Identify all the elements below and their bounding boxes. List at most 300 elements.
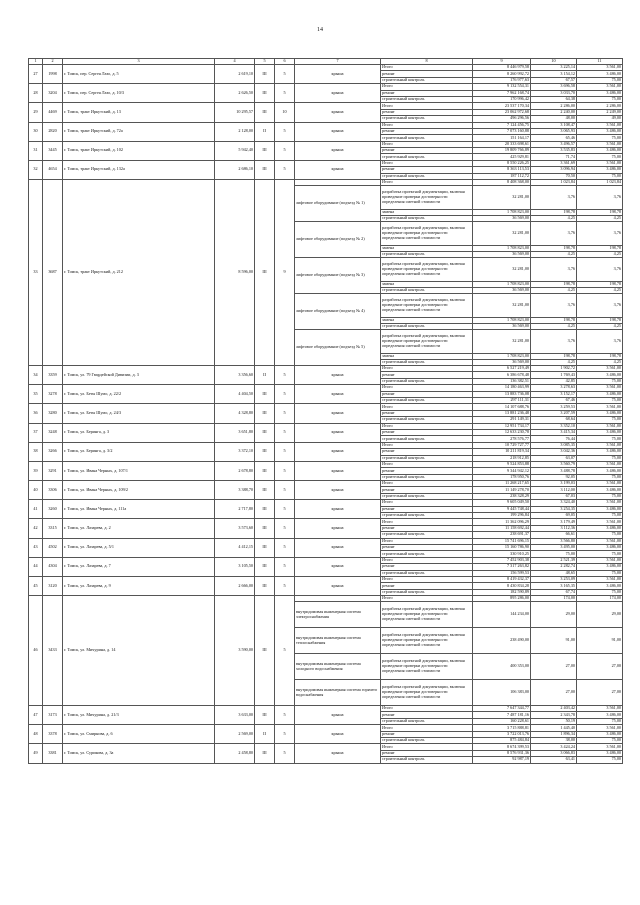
- max-unit-cost-cell: 3 561,00: [577, 744, 623, 750]
- row-number-cell: 43: [29, 538, 43, 557]
- row-number-cell: 39: [29, 461, 43, 480]
- address-cell: г. Томск, ул. Мичурина, д. 14: [63, 596, 215, 706]
- unit-cost-cell: 3 065,93: [531, 128, 577, 134]
- class-cell: III: [255, 744, 275, 763]
- max-unit-cost-cell: 3,76: [577, 222, 623, 246]
- element-cell: внутридомовая инженерная система холодного водоснабжения: [295, 654, 381, 680]
- class-cell: III: [255, 404, 275, 423]
- row-number-cell: 46: [29, 596, 43, 706]
- element-cell: лифтовое оборудование (подъезд № 5): [295, 330, 381, 366]
- max-unit-cost-cell: 3 561,00: [577, 576, 623, 582]
- cost-cell: 400 353,00: [473, 654, 531, 680]
- cost-cell: 23 537 170,34: [473, 103, 531, 109]
- work-type-cell: строительный контроль: [381, 474, 473, 480]
- work-type-cell: ремонт: [381, 391, 473, 397]
- element-cell: крыша: [295, 65, 381, 84]
- cost-cell: 36 569,00: [473, 288, 531, 294]
- building-id-cell: 3359: [43, 366, 63, 385]
- work-type-cell: ремонт: [381, 564, 473, 570]
- unit-cost-cell: 91,00: [531, 628, 577, 654]
- work-type-cell: ремонт: [381, 90, 473, 96]
- address-cell: г. Томск, тракт Иркутский, д. 13: [63, 103, 215, 122]
- area-cell: 3 573,60: [215, 519, 255, 538]
- cost-cell: 1 708 823,00: [473, 354, 531, 360]
- cost-cell: 8 550 226,25: [473, 160, 531, 166]
- max-unit-cost-cell: 91,00: [577, 628, 623, 654]
- cost-cell: 92 987,19: [473, 757, 531, 763]
- max-unit-cost-cell: 75,00: [577, 513, 623, 519]
- cost-cell: 291 149,31: [473, 417, 531, 423]
- address-cell: г. Томск, ул. Беринга, д. 3/2: [63, 442, 215, 461]
- max-unit-cost-cell: 3 561,00: [577, 423, 623, 429]
- work-type-cell: строительный контроль: [381, 378, 473, 384]
- unit-cost-cell: 3 112,36: [531, 525, 577, 531]
- cost-cell: 10 729 727,77: [473, 442, 531, 448]
- area-cell: 2 686,10: [215, 160, 255, 179]
- max-unit-cost-cell: 198,78: [577, 246, 623, 252]
- area-cell: 5 942,40: [215, 141, 255, 160]
- floors-cell: 5: [275, 141, 295, 160]
- work-type-cell: ремонт: [381, 583, 473, 589]
- max-unit-cost-cell: 75,00: [577, 96, 623, 102]
- unit-cost-cell: 174,00: [531, 596, 577, 602]
- work-type-cell: ремонт: [381, 750, 473, 756]
- max-unit-cost-cell: 3 486,00: [577, 583, 623, 589]
- cost-cell: 23 062 972,68: [473, 109, 531, 115]
- max-unit-cost-cell: 75,00: [577, 455, 623, 461]
- column-number-cell: 6: [275, 59, 295, 65]
- unit-cost-cell: 2 521,39: [531, 557, 577, 563]
- unit-cost-cell: 27,00: [531, 654, 577, 680]
- element-cell: крыша: [295, 366, 381, 385]
- max-unit-cost-cell: 75,00: [577, 173, 623, 179]
- floors-cell: 5: [275, 84, 295, 103]
- address-cell: г. Томск, ул. Лазарева, д. 9: [63, 576, 215, 595]
- work-type-cell: строительный контроль: [381, 513, 473, 519]
- area-cell: 2 458,80: [215, 744, 255, 763]
- cost-cell: 178 950,76: [473, 474, 531, 480]
- work-type-cell: замена: [381, 210, 473, 216]
- cost-cell: 12 951 734,17: [473, 423, 531, 429]
- cost-cell: 187 112,72: [473, 173, 531, 179]
- unit-cost-cell: 3 085,35: [531, 442, 577, 448]
- address-cell: г. Томск, ул. Мичурина, д. 21/3: [63, 706, 215, 725]
- unit-cost-cell: 4,25: [531, 288, 577, 294]
- max-unit-cost-cell: 3 561,00: [577, 706, 623, 712]
- work-type-cell: строительный контроль: [381, 216, 473, 222]
- floors-cell: 5: [275, 706, 295, 725]
- cost-cell: 238 328,29: [473, 493, 531, 499]
- class-cell: II: [255, 122, 275, 141]
- unit-cost-cell: 27,00: [531, 680, 577, 706]
- work-type-cell: строительный контроль: [381, 173, 473, 179]
- work-type-cell: строительный контроль: [381, 551, 473, 557]
- cost-cell: 8 363 113,53: [473, 167, 531, 173]
- class-cell: III: [255, 500, 275, 519]
- element-cell: крыша: [295, 423, 381, 442]
- class-cell: III: [255, 557, 275, 576]
- work-type-cell: ремонт: [381, 506, 473, 512]
- unit-cost-cell: 1 896,34: [531, 731, 577, 737]
- area-cell: 2 619,10: [215, 65, 255, 84]
- cost-cell: 182 590,89: [473, 589, 531, 595]
- unit-cost-cell: 3 179,49: [531, 519, 577, 525]
- max-unit-cost-cell: 3 486,00: [577, 731, 623, 737]
- max-unit-cost-cell: 75,00: [577, 757, 623, 763]
- work-type-cell: ремонт: [381, 525, 473, 531]
- cost-cell: 13 883 736,08: [473, 391, 531, 397]
- floors-cell: 5: [275, 596, 295, 706]
- building-id-cell: 1998: [43, 65, 63, 84]
- cost-cell: 8 430 834,28: [473, 583, 531, 589]
- max-unit-cost-cell: 3,76: [577, 294, 623, 318]
- building-id-cell: 3306: [43, 481, 63, 500]
- row-number-cell: 49: [29, 744, 43, 763]
- unit-cost-cell: 38,00: [531, 738, 577, 744]
- floors-cell: 9: [275, 180, 295, 366]
- work-type-cell: строительный контроль: [381, 570, 473, 576]
- unit-cost-cell: 3 225,14: [531, 65, 577, 71]
- cost-cell: 10 211 819,34: [473, 449, 531, 455]
- cost-cell: 7 647 344,77: [473, 706, 531, 712]
- cost-cell: 3 722 013,76: [473, 731, 531, 737]
- address-cell: г. Томск, ул. Лазарева, д. 7: [63, 557, 215, 576]
- element-cell: внутридомовая инженерная система горячего водоснабжения: [295, 680, 381, 706]
- element-cell: крыша: [295, 461, 381, 480]
- max-unit-cost-cell: 3 486,00: [577, 148, 623, 154]
- max-unit-cost-cell: 3,76: [577, 330, 623, 354]
- address-cell: г. Томск, тракт Иркутский, д. 212: [63, 180, 215, 366]
- cost-cell: 144 234,00: [473, 602, 531, 628]
- max-unit-cost-cell: 3 561,00: [577, 366, 623, 372]
- column-number-cell: 8: [381, 59, 473, 65]
- area-cell: 4 412,15: [215, 538, 255, 557]
- floors-cell: 5: [275, 404, 295, 423]
- address-cell: г. Томск, тракт Иркутский, д. 132а: [63, 160, 215, 179]
- max-unit-cost-cell: 4,25: [577, 288, 623, 294]
- unit-cost-cell: 3 253,09: [531, 576, 577, 582]
- max-unit-cost-cell: 3 561,00: [577, 461, 623, 467]
- row-number-cell: 41: [29, 500, 43, 519]
- max-unit-cost-cell: 3,76: [577, 258, 623, 282]
- unit-cost-cell: 3 096,94: [531, 167, 577, 173]
- max-unit-cost-cell: 4,25: [577, 360, 623, 366]
- work-type-cell: строительный контроль: [381, 757, 473, 763]
- column-number-cell: 10: [531, 59, 577, 65]
- element-cell: лифтовое оборудование (подъезд № 3): [295, 258, 381, 294]
- work-type-cell: замена: [381, 282, 473, 288]
- max-unit-cost-cell: 27,00: [577, 680, 623, 706]
- max-unit-cost-cell: 3 486,00: [577, 506, 623, 512]
- max-unit-cost-cell: 3 486,00: [577, 525, 623, 531]
- work-type-cell: строительный контроль: [381, 252, 473, 258]
- unit-cost-cell: 198,78: [531, 210, 577, 216]
- unit-cost-cell: 3 112,00: [531, 487, 577, 493]
- unit-cost-cell: 67,57: [531, 77, 577, 83]
- cost-cell: 11 362 096,29: [473, 519, 531, 525]
- cost-cell: 875 484,84: [473, 738, 531, 744]
- class-cell: III: [255, 576, 275, 595]
- unit-cost-cell: 3 535,83: [531, 148, 577, 154]
- cost-cell: 9 132 554,31: [473, 84, 531, 90]
- area-cell: 2 569,00: [215, 725, 255, 744]
- floors-cell: 5: [275, 461, 295, 480]
- cost-cell: 8 260 992,72: [473, 71, 531, 77]
- work-type-cell: строительный контроль: [381, 436, 473, 442]
- work-type-cell: Итого: [381, 744, 473, 750]
- unit-cost-cell: 3 259,53: [531, 404, 577, 410]
- cost-cell: 12 633 230,78: [473, 429, 531, 435]
- element-cell: крыша: [295, 442, 381, 461]
- class-cell: III: [255, 706, 275, 725]
- work-type-cell: ремонт: [381, 544, 473, 550]
- max-unit-cost-cell: 3 486,00: [577, 71, 623, 77]
- work-type-cell: строительный контроль: [381, 324, 473, 330]
- building-id-cell: 3381: [43, 744, 63, 763]
- max-unit-cost-cell: 3 561,00: [577, 725, 623, 731]
- max-unit-cost-cell: 3 561,00: [577, 519, 623, 525]
- cost-cell: 7 487 181,16: [473, 712, 531, 718]
- unit-cost-cell: 3 696,58: [531, 84, 577, 90]
- work-type-cell: Итого: [381, 481, 473, 487]
- area-cell: 3 633,00: [215, 706, 255, 725]
- work-type-cell: строительный контроль: [381, 116, 473, 122]
- cost-cell: 7 317 263,82: [473, 564, 531, 570]
- address-cell: г. Томск, ул. Лазарева, д. 5/1: [63, 538, 215, 557]
- address-cell: г. Томск, ул. Ивана Черных, д. 109/2: [63, 481, 215, 500]
- element-cell: крыша: [295, 103, 381, 122]
- work-type-cell: Итого: [381, 141, 473, 147]
- work-type-cell: Итого: [381, 576, 473, 582]
- element-cell: крыша: [295, 404, 381, 423]
- unit-cost-cell: 198,78: [531, 246, 577, 252]
- building-id-cell: 3248: [43, 423, 63, 442]
- cost-cell: 36 569,00: [473, 252, 531, 258]
- address-cell: г. Томск, ул. Беты Шумо, д. 24/3: [63, 404, 215, 423]
- unit-cost-cell: 92,05: [531, 474, 577, 480]
- element-cell: крыша: [295, 576, 381, 595]
- max-unit-cost-cell: 3 486,00: [577, 564, 623, 570]
- work-type-cell: строительный контроль: [381, 397, 473, 403]
- max-unit-cost-cell: 3 486,00: [577, 410, 623, 416]
- unit-cost-cell: 198,78: [531, 354, 577, 360]
- address-cell: г. Томск, ул. Беринга, д. 3: [63, 423, 215, 442]
- work-type-cell: ремонт: [381, 410, 473, 416]
- cost-cell: 8 446 979,58: [473, 65, 531, 71]
- work-type-cell: разработка проектной документации, включая проведение проверки достоверности определения сметной стоимости: [381, 654, 473, 680]
- cost-cell: 32 281,00: [473, 294, 531, 318]
- floors-cell: 5: [275, 744, 295, 763]
- work-type-cell: строительный контроль: [381, 96, 473, 102]
- class-cell: III: [255, 103, 275, 122]
- cost-cell: 20 333 698,61: [473, 141, 531, 147]
- max-unit-cost-cell: 3 561,00: [577, 65, 623, 71]
- class-cell: III: [255, 180, 275, 366]
- row-number-cell: 42: [29, 519, 43, 538]
- unit-cost-cell: 3 254,35: [531, 506, 577, 512]
- area-cell: 2 678,80: [215, 461, 255, 480]
- area-cell: 2 128,00: [215, 122, 255, 141]
- cost-cell: 7 962 168,74: [473, 90, 531, 96]
- max-unit-cost-cell: 2 286,00: [577, 103, 623, 109]
- unit-cost-cell: 2 343,78: [531, 712, 577, 718]
- cost-cell: 151 164,17: [473, 135, 531, 141]
- work-type-cell: строительный контроль: [381, 718, 473, 724]
- unit-cost-cell: 3 488,78: [531, 468, 577, 474]
- area-cell: 3 590,00: [215, 596, 255, 706]
- work-type-cell: строительный контроль: [381, 135, 473, 141]
- work-type-cell: ремонт: [381, 128, 473, 134]
- max-unit-cost-cell: 3 561,00: [577, 500, 623, 506]
- cost-cell: 330 910,25: [473, 551, 531, 557]
- element-cell: крыша: [295, 557, 381, 576]
- unit-cost-cell: 2 286,00: [531, 103, 577, 109]
- class-cell: III: [255, 423, 275, 442]
- address-cell: г. Томск, ул. Лазарева, д. 2: [63, 519, 215, 538]
- class-cell: III: [255, 65, 275, 84]
- area-cell: 2 626,50: [215, 84, 255, 103]
- floors-cell: 5: [275, 385, 295, 404]
- class-cell: III: [255, 461, 275, 480]
- cost-cell: 1 708 823,00: [473, 246, 531, 252]
- area-cell: 2 666,00: [215, 576, 255, 595]
- max-unit-cost-cell: 75,00: [577, 154, 623, 160]
- cost-cell: 238 691,37: [473, 532, 531, 538]
- work-type-cell: строительный контроль: [381, 288, 473, 294]
- max-unit-cost-cell: 3 486,00: [577, 544, 623, 550]
- element-cell: крыша: [295, 538, 381, 557]
- floors-cell: 5: [275, 557, 295, 576]
- work-type-cell: строительный контроль: [381, 417, 473, 423]
- cost-cell: 32 281,00: [473, 258, 531, 282]
- element-cell: лифтовое оборудование (подъезд № 1): [295, 186, 381, 222]
- work-type-cell: ремонт: [381, 449, 473, 455]
- work-type-cell: Итого: [381, 725, 473, 731]
- area-cell: 3 105,50: [215, 557, 255, 576]
- address-cell: г. Томск, ул. Смирнова, д. 6: [63, 725, 215, 744]
- cost-cell: 297 111,31: [473, 397, 531, 403]
- max-unit-cost-cell: 4,25: [577, 252, 623, 258]
- row-number-cell: 44: [29, 557, 43, 576]
- work-type-cell: Итого: [381, 706, 473, 712]
- work-type-cell: Итого: [381, 538, 473, 544]
- cost-cell: 14 180 463,99: [473, 385, 531, 391]
- building-id-cell: 3291: [43, 461, 63, 480]
- element-cell: лифтовое оборудование (подъезд № 2): [295, 222, 381, 258]
- unit-cost-cell: 67,74: [531, 589, 577, 595]
- element-cell: лифтовое оборудование (подъезд № 4): [295, 294, 381, 330]
- unit-cost-cell: 67,03: [531, 493, 577, 499]
- max-unit-cost-cell: 75,00: [577, 551, 623, 557]
- cost-cell: 1 708 823,00: [473, 210, 531, 216]
- building-id-cell: 3315: [43, 519, 63, 538]
- max-unit-cost-cell: 29,00: [577, 602, 623, 628]
- unit-cost-cell: 3,76: [531, 222, 577, 246]
- floors-cell: 5: [275, 160, 295, 179]
- work-type-cell: разработка проектной документации, включая проведение проверки достоверности определения сметной стоимости: [381, 680, 473, 706]
- area-cell: 8 596,00: [215, 180, 255, 366]
- building-id-cell: 3278: [43, 385, 63, 404]
- cost-cell: 32 281,00: [473, 186, 531, 210]
- cost-cell: 1 708 823,00: [473, 282, 531, 288]
- area-cell: 4 328,80: [215, 404, 255, 423]
- max-unit-cost-cell: 3 486,00: [577, 750, 623, 756]
- row-number-cell: 37: [29, 423, 43, 442]
- cost-cell: 7 452 903,38: [473, 557, 531, 563]
- unit-cost-cell: 69,05: [531, 513, 577, 519]
- work-type-cell: ремонт: [381, 167, 473, 173]
- unit-cost-cell: 64,38: [531, 96, 577, 102]
- unit-cost-cell: 71,74: [531, 154, 577, 160]
- cost-cell: 8 674 399,53: [473, 744, 531, 750]
- max-unit-cost-cell: 75,00: [577, 718, 623, 724]
- element-cell: крыша: [295, 725, 381, 744]
- work-type-cell: Итого: [381, 84, 473, 90]
- cost-cell: 9 605 049,50: [473, 500, 531, 506]
- address-cell: г. Томск, ул. Ивана Черных, д. 107/1: [63, 461, 215, 480]
- work-type-cell: разработка проектной документации, включая проведение проверки достоверности определения сметной стоимости: [381, 258, 473, 282]
- unit-cost-cell: 3,76: [531, 186, 577, 210]
- max-unit-cost-cell: 198,78: [577, 282, 623, 288]
- class-cell: III: [255, 596, 275, 706]
- max-unit-cost-cell: 198,78: [577, 210, 623, 216]
- work-type-cell: Итого: [381, 519, 473, 525]
- unit-cost-cell: 3 108,47: [531, 122, 577, 128]
- row-number-cell: 30: [29, 122, 43, 141]
- cost-cell: 32 281,00: [473, 330, 531, 354]
- floors-cell: 5: [275, 725, 295, 744]
- unit-cost-cell: 3 415,34: [531, 429, 577, 435]
- work-type-cell: замена: [381, 318, 473, 324]
- cost-cell: 156 599,53: [473, 570, 531, 576]
- unit-cost-cell: 3 165,35: [531, 583, 577, 589]
- work-type-cell: строительный контроль: [381, 77, 473, 83]
- element-cell: крыша: [295, 122, 381, 141]
- work-type-cell: строительный контроль: [381, 360, 473, 366]
- work-type-cell: строительный контроль: [381, 455, 473, 461]
- unit-cost-cell: 3 278,63: [531, 385, 577, 391]
- unit-cost-cell: 3 033,70: [531, 90, 577, 96]
- cost-cell: 36 569,00: [473, 360, 531, 366]
- max-unit-cost-cell: 75,00: [577, 570, 623, 576]
- work-type-cell: Итого: [381, 557, 473, 563]
- unit-cost-cell: 3 324,40: [531, 500, 577, 506]
- row-number-cell: 29: [29, 103, 43, 122]
- max-unit-cost-cell: 3 561,00: [577, 404, 623, 410]
- building-id-cell: 4469: [43, 103, 63, 122]
- address-cell: г. Томск, тракт Иркутский, д. 102: [63, 141, 215, 160]
- element-cell: крыша: [295, 84, 381, 103]
- building-id-cell: 3378: [43, 725, 63, 744]
- row-number-cell: 45: [29, 576, 43, 595]
- unit-cost-cell: 63,07: [531, 455, 577, 461]
- building-id-cell: 3445: [43, 141, 63, 160]
- unit-cost-cell: 3 207,59: [531, 410, 577, 416]
- row-number-cell: 38: [29, 442, 43, 461]
- address-cell: г. Томск, тракт Иркутский, д. 72а: [63, 122, 215, 141]
- cost-cell: 11 268 217,65: [473, 481, 531, 487]
- column-number-cell: 3: [63, 59, 215, 65]
- cost-cell: 895 286,00: [473, 596, 531, 602]
- page-number: 14: [317, 27, 323, 33]
- class-cell: II: [255, 366, 275, 385]
- unit-cost-cell: 2 282,74: [531, 564, 577, 570]
- row-number-cell: 33: [29, 180, 43, 366]
- work-type-cell: Итого: [381, 442, 473, 448]
- unit-cost-cell: 1 902,72: [531, 366, 577, 372]
- max-unit-cost-cell: 75,00: [577, 474, 623, 480]
- cost-cell: 496 296,56: [473, 116, 531, 122]
